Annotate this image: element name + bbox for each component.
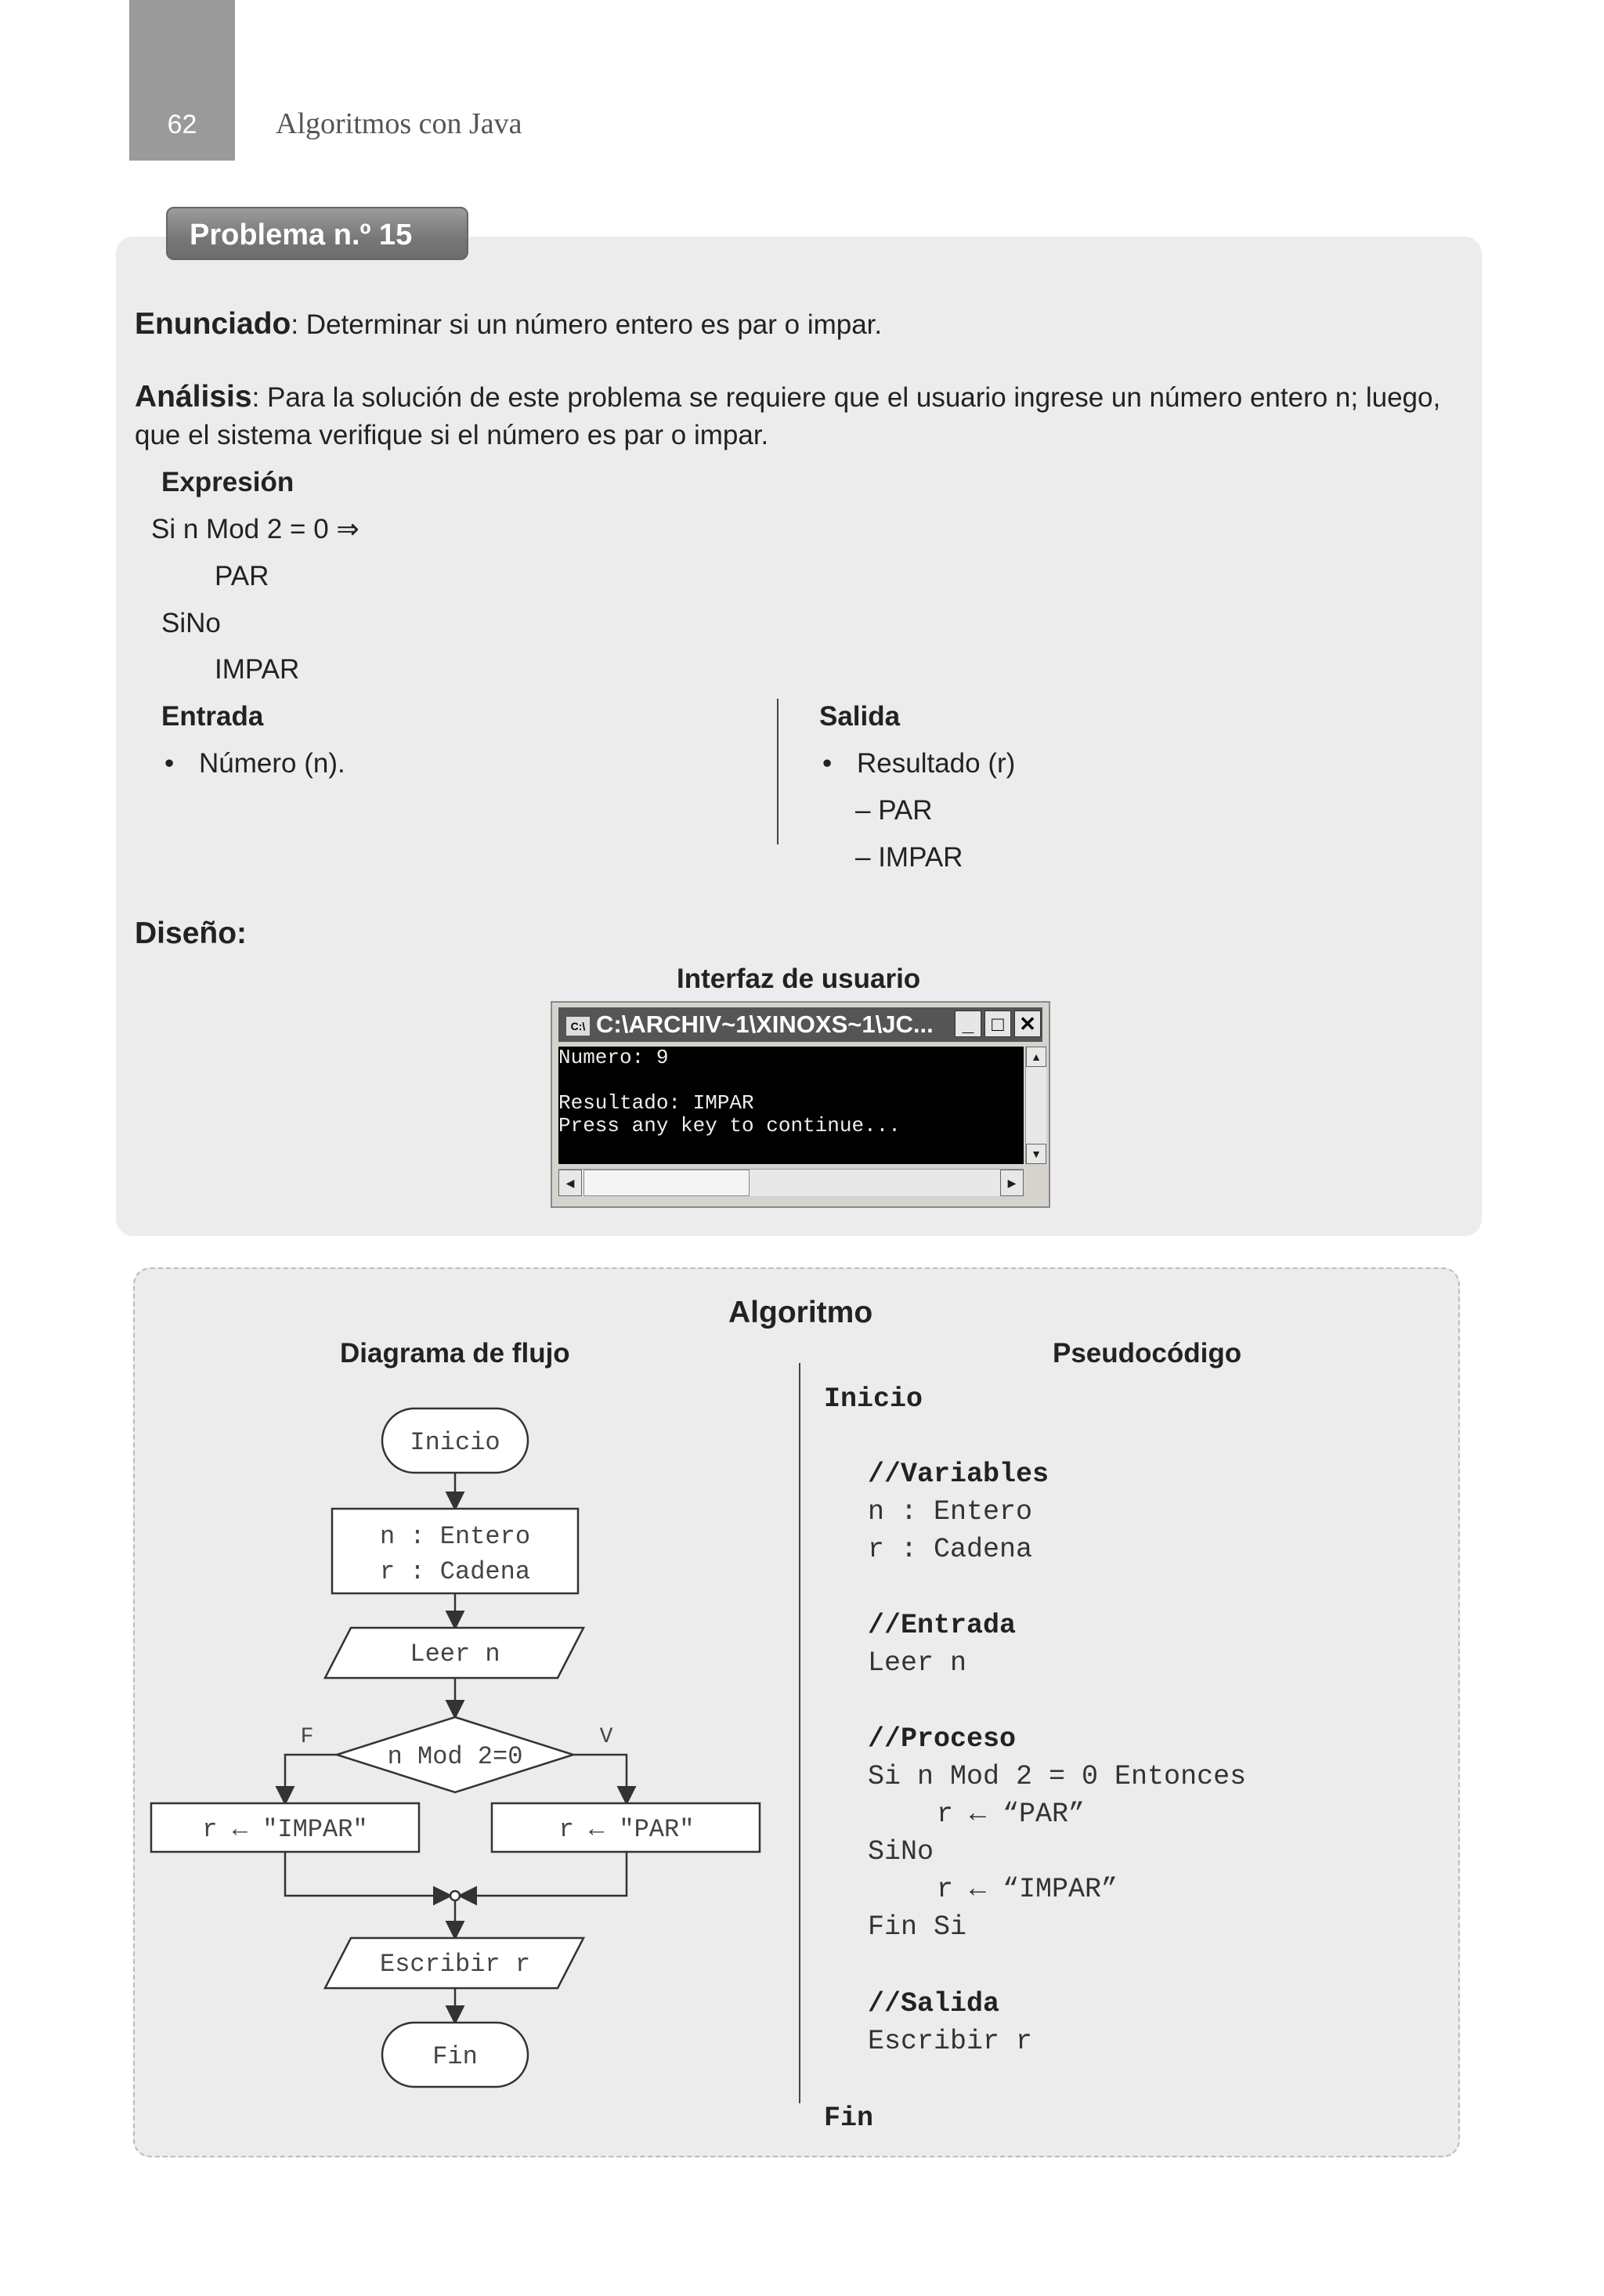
flow-arrow <box>461 1852 627 1896</box>
pseudo-line: Leer n <box>868 1647 967 1679</box>
salida-label: Salida <box>819 701 901 732</box>
flow-write-text: Escribir r <box>379 1950 531 1979</box>
pseudo-line: r ← “IMPAR” <box>937 1874 1118 1905</box>
analisis-line1: : Para la solución de este problema se requiere que el usuario ingrese un número entero n; luego, <box>251 382 1441 413</box>
ui-caption: Interfaz de usuario <box>677 964 921 994</box>
console-icon: C:\ <box>566 1017 590 1036</box>
horizontal-scrollbar[interactable] <box>558 1169 1024 1196</box>
flow-title: Diagrama de flujo <box>340 1338 570 1369</box>
analisis <box>135 380 1440 414</box>
console-title: C:\ARCHIV~1\XINOXS~1\JC... <box>596 1011 934 1038</box>
console-line: Numero: 9 <box>558 1046 669 1069</box>
flow-decl2-text: r : Cadena <box>379 1557 531 1586</box>
expresion-line-2: PAR <box>215 561 269 591</box>
flow-end-text: Fin <box>432 2042 478 2071</box>
console-line: Press any key to continue... <box>558 1114 901 1137</box>
flow-decision-text: n Mod 2=0 <box>387 1742 523 1771</box>
minimize-button[interactable]: _ <box>955 1011 981 1037</box>
pseudo-line: r : Cadena <box>868 1534 1033 1565</box>
flow-arrow <box>573 1755 627 1802</box>
expresion-line-3: SiNo <box>161 608 221 638</box>
entrada-label: Entrada <box>161 701 264 732</box>
flowchart <box>141 1387 783 2092</box>
flow-start-text: Inicio <box>410 1428 500 1457</box>
scroll-right-icon[interactable]: ▶ <box>1000 1170 1024 1196</box>
problem-badge: Problema n.º 15 <box>166 207 468 260</box>
vertical-scrollbar[interactable] <box>1025 1047 1046 1164</box>
pseudo-comment-salida: //Salida <box>868 1988 1000 2019</box>
salida-item: Resultado (r) <box>857 748 1016 779</box>
pseudo-fin: Fin <box>824 2103 874 2134</box>
flow-true-label: V <box>599 1725 613 1749</box>
pseudo-title: Pseudocódigo <box>1053 1338 1242 1369</box>
diseno-label: Diseño: <box>135 917 247 950</box>
enunciado-text: : Determinar si un número entero es par o impar. <box>291 309 883 340</box>
entrada-item: Número (n). <box>199 748 345 779</box>
pseudo-inicio: Inicio <box>824 1383 923 1415</box>
flow-read-text: Leer n <box>410 1640 500 1669</box>
flow-false-label: F <box>300 1725 314 1749</box>
maximize-button[interactable]: □ <box>984 1011 1011 1037</box>
pseudo-line: r ← “PAR” <box>937 1799 1086 1830</box>
pseudo-line: SiNo <box>868 1836 934 1868</box>
salida-sub-par: – PAR <box>855 795 933 826</box>
entrada-bullet: • <box>164 748 175 779</box>
salida-bullet: • <box>822 748 833 779</box>
page-number: 62 <box>167 110 197 139</box>
pseudo-line: Escribir r <box>868 2026 1033 2057</box>
pseudo-comment-entrada: //Entrada <box>868 1610 1017 1641</box>
pseudo-comment-variables: //Variables <box>868 1459 1049 1490</box>
console-line: Resultado: IMPAR <box>558 1091 754 1115</box>
flow-true-branch-text: r ← "PAR" <box>558 1815 695 1844</box>
expresion-line-1: Si n Mod 2 = 0 ⇒ <box>151 514 359 544</box>
algorithm-title: Algoritmo <box>728 1296 873 1329</box>
enunciado-label: Enunciado <box>135 307 291 341</box>
pseudo-line: n : Entero <box>868 1496 1033 1528</box>
analisis-line2: que el sistema verifique si el número es par o impar. <box>135 420 769 450</box>
column-divider <box>777 699 779 844</box>
console-line <box>558 1069 1024 1092</box>
analisis-label: Análisis <box>135 380 252 414</box>
console-output <box>558 1047 1024 1164</box>
book-title: Algoritmos con Java <box>276 107 522 140</box>
flow-arrow <box>285 1755 337 1802</box>
merge-connector <box>450 1891 460 1900</box>
expresion-line-4: IMPAR <box>215 654 300 685</box>
pseudo-comment-proceso: //Proceso <box>868 1723 1017 1755</box>
enunciado <box>135 307 882 342</box>
pseudo-line: Fin Si <box>868 1911 967 1943</box>
flow-arrow <box>285 1852 449 1896</box>
console-window <box>551 1001 1050 1208</box>
flow-false-branch-text: r ← "IMPAR" <box>202 1815 368 1844</box>
algorithm-divider <box>799 1363 800 2103</box>
flow-decl1-text: n : Entero <box>379 1522 531 1551</box>
salida-sub-impar: – IMPAR <box>855 842 963 873</box>
scroll-thumb[interactable] <box>583 1170 750 1196</box>
scroll-down-icon[interactable]: ▼ <box>1026 1144 1046 1164</box>
scroll-left-icon[interactable]: ◀ <box>558 1170 582 1196</box>
expresion-label: Expresión <box>161 467 294 497</box>
scroll-up-icon[interactable]: ▲ <box>1026 1047 1046 1067</box>
pseudo-line: Si n Mod 2 = 0 Entonces <box>868 1761 1247 1792</box>
close-button[interactable]: ✕ <box>1014 1011 1041 1037</box>
